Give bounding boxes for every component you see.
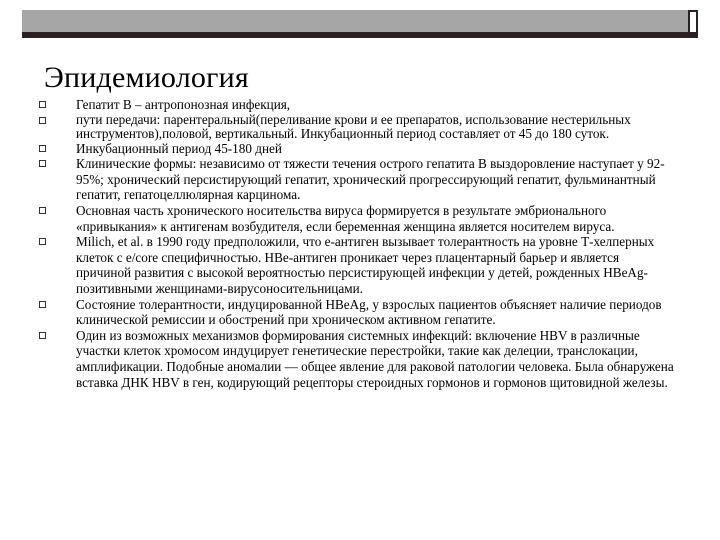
bullet-item-1 (36, 97, 676, 113)
bullet-text: Состояние толерантности, индуцированной HBeAg, у взрослых пациентов объясняет наличие периодов клинической ремиссии и обострений при хроническом активном гепатите. (76, 296, 662, 328)
square-bullet-icon (39, 117, 46, 124)
slide-title: Эпидемиология (44, 61, 249, 94)
bullet-item-6 (36, 234, 676, 296)
bullet-item-2 (36, 113, 676, 141)
bullet-text: Клинические формы: независимо от тяжести течения острого гепатита В выздоровление наступает у 92-95%; хронический персистирующий гепатит, хронический прогрессирующий гепатит, фульминантный гепатит, гепатоцеллюлярная карцинома. (76, 156, 665, 203)
square-bullet-icon (39, 145, 46, 152)
bullet-text: Основная часть хронического носительства вируса формируется в результате эмбрионального «привыкания» к антигенам возбудителя, если беременная женщина является носителем вируса. (76, 202, 615, 234)
square-bullet-icon (39, 238, 46, 245)
bullet-item-7 (36, 297, 676, 328)
header-dark-rule (22, 32, 698, 38)
square-bullet-icon (39, 207, 46, 214)
square-bullet-icon (39, 332, 46, 339)
bullet-text: Milich, et al. в 1990 году предположили, что е-антиген вызывает толерантность на уровне Т-хелперных клеток с е/core специфичностью. HBe-антиген проникает через плацентарный барьер и является причиной развития с высокой вероятностью персистирующей инфекции у детей, рожденных HBeAg-позитивными женщинами-вирусоносительницами. (76, 234, 655, 296)
bullet-text: пути передачи: парентеральный(переливание крови и ее препаратов, использование нестерильных инструментов),половой, вертикальный. Инкубационный период составляет от 45 до 180 суток. (76, 111, 631, 141)
header-gray-band (22, 10, 688, 32)
square-bullet-icon (39, 160, 46, 167)
bullet-text: Инкубационный период 45-180 дней (76, 140, 282, 156)
square-bullet-icon (39, 101, 46, 108)
bullet-list (36, 97, 676, 390)
bullet-item-3 (36, 141, 676, 157)
bullet-item-8 (36, 328, 676, 390)
header-corner-notch (688, 10, 698, 32)
slide-header-bar (0, 0, 720, 40)
bullet-text: Один из возможных механизмов формирования системных инфекций: включение HBV в различные участки клеток хромосом индуцирует генетические перестройки, такие как делеции, транслокации, амплификации. Подобные аномалии — общее явление для раковой патологии человека. Была обнаружена вставка ДНК HBV в ген, кодирующий рецепторы стероидных гормонов и гормонов щитовидной железы. (76, 327, 674, 390)
bullet-text: Гепатит В – антропонозная инфекция, (76, 97, 291, 112)
bullet-item-4 (36, 156, 676, 203)
square-bullet-icon (39, 301, 46, 308)
bullet-item-5 (36, 203, 676, 234)
